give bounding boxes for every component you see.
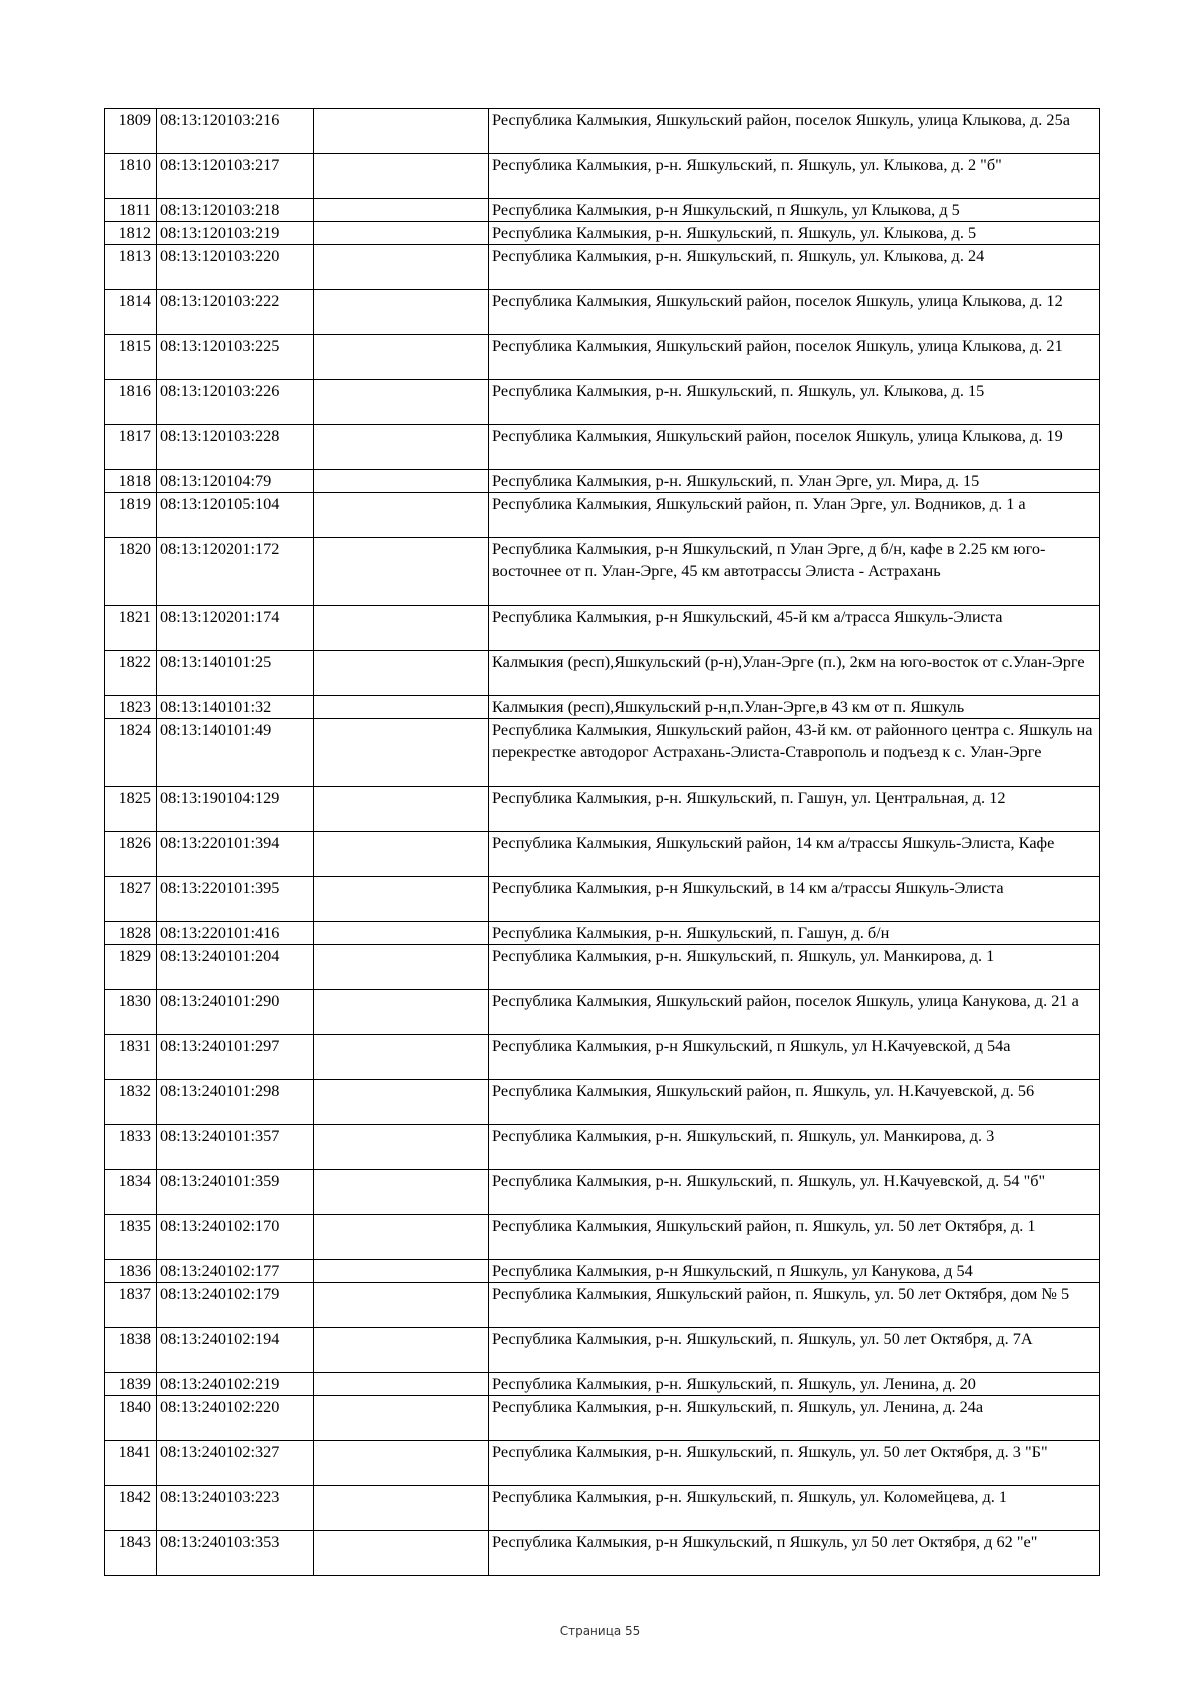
empty-cell [314, 425, 489, 470]
table-row [105, 1531, 1100, 1576]
cadastral-number-cell: 08:13:120201:172 [157, 538, 314, 606]
empty-cell [314, 832, 489, 877]
cadastral-number-cell: 08:13:240102:179 [157, 1283, 314, 1328]
empty-cell [314, 1283, 489, 1328]
address-cell: Республика Калмыкия, р-н Яшкульский, п Яшкуль, ул Канукова, д 54 [489, 1260, 1100, 1283]
cadastral-number-cell: 08:13:240103:353 [157, 1531, 314, 1576]
cadastral-number-cell: 08:13:240102:219 [157, 1373, 314, 1396]
row-number-cell: 1827 [105, 877, 157, 922]
address-cell: Республика Калмыкия, Яшкульский район, поселок Яшкуль, улица Клыкова, д. 12 [489, 290, 1100, 335]
registry-table [104, 108, 1100, 1576]
row-number-cell: 1826 [105, 832, 157, 877]
address-cell: Республика Калмыкия, Яшкульский район, поселок Яшкуль, улица Клыкова, д. 19 [489, 425, 1100, 470]
row-number-cell: 1842 [105, 1486, 157, 1531]
row-number-cell: 1837 [105, 1283, 157, 1328]
cadastral-number-cell: 08:13:120103:220 [157, 245, 314, 290]
table-row [105, 538, 1100, 606]
cadastral-number-cell: 08:13:120103:218 [157, 199, 314, 222]
row-number-cell: 1836 [105, 1260, 157, 1283]
cadastral-number-cell: 08:13:240102:177 [157, 1260, 314, 1283]
address-cell: Республика Калмыкия, р-н. Яшкульский, п. Яшкуль, ул. Манкирова, д. 1 [489, 945, 1100, 990]
table-row [105, 380, 1100, 425]
address-cell: Республика Калмыкия, Яшкульский район, п. Яшкуль, ул. 50 лет Октября, д. 1 [489, 1215, 1100, 1260]
address-cell: Республика Калмыкия, р-н Яшкульский, 45-й км а/трасса Яшкуль-Элиста [489, 606, 1100, 651]
table-row [105, 990, 1100, 1035]
table-row [105, 222, 1100, 245]
row-number-cell: 1825 [105, 787, 157, 832]
row-number-cell: 1822 [105, 651, 157, 696]
row-number-cell: 1812 [105, 222, 157, 245]
row-number-cell: 1814 [105, 290, 157, 335]
cadastral-number-cell: 08:13:240101:297 [157, 1035, 314, 1080]
address-cell: Республика Калмыкия, Яшкульский район, п. Яшкуль, ул. 50 лет Октября, дом № 5 [489, 1283, 1100, 1328]
table-row [105, 1328, 1100, 1373]
table-row [105, 1260, 1100, 1283]
empty-cell [314, 1328, 489, 1373]
row-number-cell: 1820 [105, 538, 157, 606]
address-cell: Республика Калмыкия, Яшкульский район, поселок Яшкуль, улица Клыкова, д. 21 [489, 335, 1100, 380]
empty-cell [314, 290, 489, 335]
address-cell: Республика Калмыкия, р-н. Яшкульский, п. Яшкуль, ул. Клыкова, д. 5 [489, 222, 1100, 245]
empty-cell [314, 719, 489, 787]
empty-cell [314, 1396, 489, 1441]
cadastral-number-cell: 08:13:220101:416 [157, 922, 314, 945]
row-number-cell: 1815 [105, 335, 157, 380]
address-cell: Республика Калмыкия, р-н. Яшкульский, п. Яшкуль, ул. Ленина, д. 24а [489, 1396, 1100, 1441]
table-row [105, 1215, 1100, 1260]
address-cell: Республика Калмыкия, р-н. Яшкульский, п. Улан Эрге, ул. Мира, д. 15 [489, 470, 1100, 493]
empty-cell [314, 606, 489, 651]
table-row [105, 199, 1100, 222]
address-cell: Республика Калмыкия, р-н Яшкульский, п Яшкуль, ул Н.Качуевской, д 54а [489, 1035, 1100, 1080]
cadastral-number-cell: 08:13:120103:225 [157, 335, 314, 380]
cadastral-number-cell: 08:13:240102:220 [157, 1396, 314, 1441]
row-number-cell: 1823 [105, 696, 157, 719]
cadastral-number-cell: 08:13:240102:194 [157, 1328, 314, 1373]
empty-cell [314, 651, 489, 696]
row-number-cell: 1831 [105, 1035, 157, 1080]
cadastral-number-cell: 08:13:240101:359 [157, 1170, 314, 1215]
table-row [105, 493, 1100, 538]
row-number-cell: 1833 [105, 1125, 157, 1170]
row-number-cell: 1843 [105, 1531, 157, 1576]
address-cell: Республика Калмыкия, р-н. Яшкульский, п. Гашун, д. б/н [489, 922, 1100, 945]
row-number-cell: 1828 [105, 922, 157, 945]
cadastral-number-cell: 08:13:120103:228 [157, 425, 314, 470]
address-cell: Республика Калмыкия, р-н Яшкульский, п Яшкуль, ул 50 лет Октября, д 62 "е" [489, 1531, 1100, 1576]
empty-cell [314, 1080, 489, 1125]
cadastral-number-cell: 08:13:240101:290 [157, 990, 314, 1035]
empty-cell [314, 470, 489, 493]
table-row [105, 1373, 1100, 1396]
table-row [105, 335, 1100, 380]
address-cell: Республика Калмыкия, Яшкульский район, поселок Яшкуль, улица Клыкова, д. 25а [489, 109, 1100, 154]
table-row [105, 1170, 1100, 1215]
row-number-cell: 1819 [105, 493, 157, 538]
cadastral-number-cell: 08:13:140101:25 [157, 651, 314, 696]
address-cell: Республика Калмыкия, р-н. Яшкульский, п. Яшкуль, ул. Н.Качуевской, д. 54 "б" [489, 1170, 1100, 1215]
empty-cell [314, 245, 489, 290]
address-cell: Республика Калмыкия, р-н. Яшкульский, п. Яшкуль, ул. Клыкова, д. 15 [489, 380, 1100, 425]
table-row [105, 245, 1100, 290]
address-cell: Республика Калмыкия, р-н Яшкульский, в 14 км а/трассы Яшкуль-Элиста [489, 877, 1100, 922]
table-row [105, 787, 1100, 832]
cadastral-number-cell: 08:13:120103:226 [157, 380, 314, 425]
row-number-cell: 1821 [105, 606, 157, 651]
table-row [105, 1080, 1100, 1125]
row-number-cell: 1809 [105, 109, 157, 154]
cadastral-number-cell: 08:13:120104:79 [157, 470, 314, 493]
cadastral-number-cell: 08:13:240101:298 [157, 1080, 314, 1125]
empty-cell [314, 199, 489, 222]
table-row [105, 1486, 1100, 1531]
address-cell: Республика Калмыкия, Яшкульский район, п. Яшкуль, ул. Н.Качуевской, д. 56 [489, 1080, 1100, 1125]
empty-cell [314, 380, 489, 425]
empty-cell [314, 1373, 489, 1396]
address-cell: Калмыкия (респ),Яшкульский р-н,п.Улан-Эрге,в 43 км от п. Яшкуль [489, 696, 1100, 719]
row-number-cell: 1832 [105, 1080, 157, 1125]
page-number-footer: Страница 55 [559, 1624, 641, 1638]
address-cell: Республика Калмыкия, р-н. Яшкульский, п. Гашун, ул. Центральная, д. 12 [489, 787, 1100, 832]
row-number-cell: 1813 [105, 245, 157, 290]
empty-cell [314, 945, 489, 990]
table-row [105, 922, 1100, 945]
table-row [105, 719, 1100, 787]
table-row [105, 425, 1100, 470]
row-number-cell: 1834 [105, 1170, 157, 1215]
address-cell: Республика Калмыкия, р-н. Яшкульский, п. Яшкуль, ул. Клыкова, д. 24 [489, 245, 1100, 290]
cadastral-number-cell: 08:13:120201:174 [157, 606, 314, 651]
empty-cell [314, 877, 489, 922]
empty-cell [314, 1125, 489, 1170]
empty-cell [314, 493, 489, 538]
address-cell: Республика Калмыкия, р-н. Яшкульский, п. Яшкуль, ул. Клыкова, д. 2 "б" [489, 154, 1100, 199]
row-number-cell: 1835 [105, 1215, 157, 1260]
row-number-cell: 1841 [105, 1441, 157, 1486]
table-row [105, 651, 1100, 696]
empty-cell [314, 922, 489, 945]
empty-cell [314, 990, 489, 1035]
table-row [105, 832, 1100, 877]
row-number-cell: 1811 [105, 199, 157, 222]
registry-table-body [105, 109, 1100, 1576]
cadastral-number-cell: 08:13:190104:129 [157, 787, 314, 832]
address-cell: Республика Калмыкия, р-н. Яшкульский, п. Яшкуль, ул. 50 лет Октября, д. 3 "Б" [489, 1441, 1100, 1486]
address-cell: Республика Калмыкия, Яшкульский район, поселок Яшкуль, улица Канукова, д. 21 а [489, 990, 1100, 1035]
cadastral-number-cell: 08:13:240103:223 [157, 1486, 314, 1531]
address-cell: Калмыкия (респ),Яшкульский (р-н),Улан-Эрге (п.), 2км на юго-восток от с.Улан-Эрге [489, 651, 1100, 696]
table-row [105, 1441, 1100, 1486]
empty-cell [314, 1035, 489, 1080]
address-cell: Республика Калмыкия, р-н. Яшкульский, п. Яшкуль, ул. Манкирова, д. 3 [489, 1125, 1100, 1170]
cadastral-number-cell: 08:13:120105:104 [157, 493, 314, 538]
cadastral-number-cell: 08:13:240101:357 [157, 1125, 314, 1170]
address-cell: Республика Калмыкия, р-н. Яшкульский, п. Яшкуль, ул. 50 лет Октября, д. 7А [489, 1328, 1100, 1373]
address-cell: Республика Калмыкия, Яшкульский район, п. Улан Эрге, ул. Водников, д. 1 а [489, 493, 1100, 538]
empty-cell [314, 1486, 489, 1531]
cadastral-number-cell: 08:13:120103:217 [157, 154, 314, 199]
empty-cell [314, 696, 489, 719]
row-number-cell: 1838 [105, 1328, 157, 1373]
cadastral-number-cell: 08:13:240101:204 [157, 945, 314, 990]
table-row [105, 877, 1100, 922]
table-row [105, 945, 1100, 990]
address-cell: Республика Калмыкия, Яшкульский район, 43-й км. от районного центра с. Яшкуль на перекрестке автодорог Астрахань-Элиста-Ставрополь и подъезд к с. Улан-Эрге [489, 719, 1100, 787]
cadastral-number-cell: 08:13:140101:49 [157, 719, 314, 787]
cadastral-number-cell: 08:13:120103:216 [157, 109, 314, 154]
empty-cell [314, 1531, 489, 1576]
cadastral-number-cell: 08:13:140101:32 [157, 696, 314, 719]
address-cell: Республика Калмыкия, р-н. Яшкульский, п. Яшкуль, ул. Ленина, д. 20 [489, 1373, 1100, 1396]
table-row [105, 1035, 1100, 1080]
row-number-cell: 1840 [105, 1396, 157, 1441]
table-row [105, 154, 1100, 199]
empty-cell [314, 335, 489, 380]
address-cell: Республика Калмыкия, Яшкульский район, 14 км а/трассы Яшкуль-Элиста, Кафе [489, 832, 1100, 877]
table-row [105, 696, 1100, 719]
table-row [105, 606, 1100, 651]
address-cell: Республика Калмыкия, р-н. Яшкульский, п. Яшкуль, ул. Коломейцева, д. 1 [489, 1486, 1100, 1531]
empty-cell [314, 1215, 489, 1260]
empty-cell [314, 222, 489, 245]
cadastral-number-cell: 08:13:240102:170 [157, 1215, 314, 1260]
empty-cell [314, 787, 489, 832]
table-row [105, 470, 1100, 493]
empty-cell [314, 1170, 489, 1215]
cadastral-number-cell: 08:13:120103:219 [157, 222, 314, 245]
cadastral-number-cell: 08:13:220101:394 [157, 832, 314, 877]
row-number-cell: 1818 [105, 470, 157, 493]
cadastral-number-cell: 08:13:240102:327 [157, 1441, 314, 1486]
table-row [105, 1283, 1100, 1328]
row-number-cell: 1824 [105, 719, 157, 787]
row-number-cell: 1810 [105, 154, 157, 199]
empty-cell [314, 538, 489, 606]
cadastral-number-cell: 08:13:120103:222 [157, 290, 314, 335]
cadastral-number-cell: 08:13:220101:395 [157, 877, 314, 922]
address-cell: Республика Калмыкия, р-н Яшкульский, п Яшкуль, ул Клыкова, д 5 [489, 199, 1100, 222]
empty-cell [314, 1260, 489, 1283]
row-number-cell: 1830 [105, 990, 157, 1035]
address-cell: Республика Калмыкия, р-н Яшкульский, п Улан Эрге, д б/н, кафе в 2.25 км юго-восточнее от п. Улан-Эрге, 45 км автотрассы Элиста - Астрахань [489, 538, 1100, 606]
row-number-cell: 1839 [105, 1373, 157, 1396]
row-number-cell: 1816 [105, 380, 157, 425]
empty-cell [314, 109, 489, 154]
table-row [105, 1396, 1100, 1441]
empty-cell [314, 1441, 489, 1486]
table-row [105, 290, 1100, 335]
row-number-cell: 1829 [105, 945, 157, 990]
table-row [105, 1125, 1100, 1170]
table-row [105, 109, 1100, 154]
empty-cell [314, 154, 489, 199]
row-number-cell: 1817 [105, 425, 157, 470]
